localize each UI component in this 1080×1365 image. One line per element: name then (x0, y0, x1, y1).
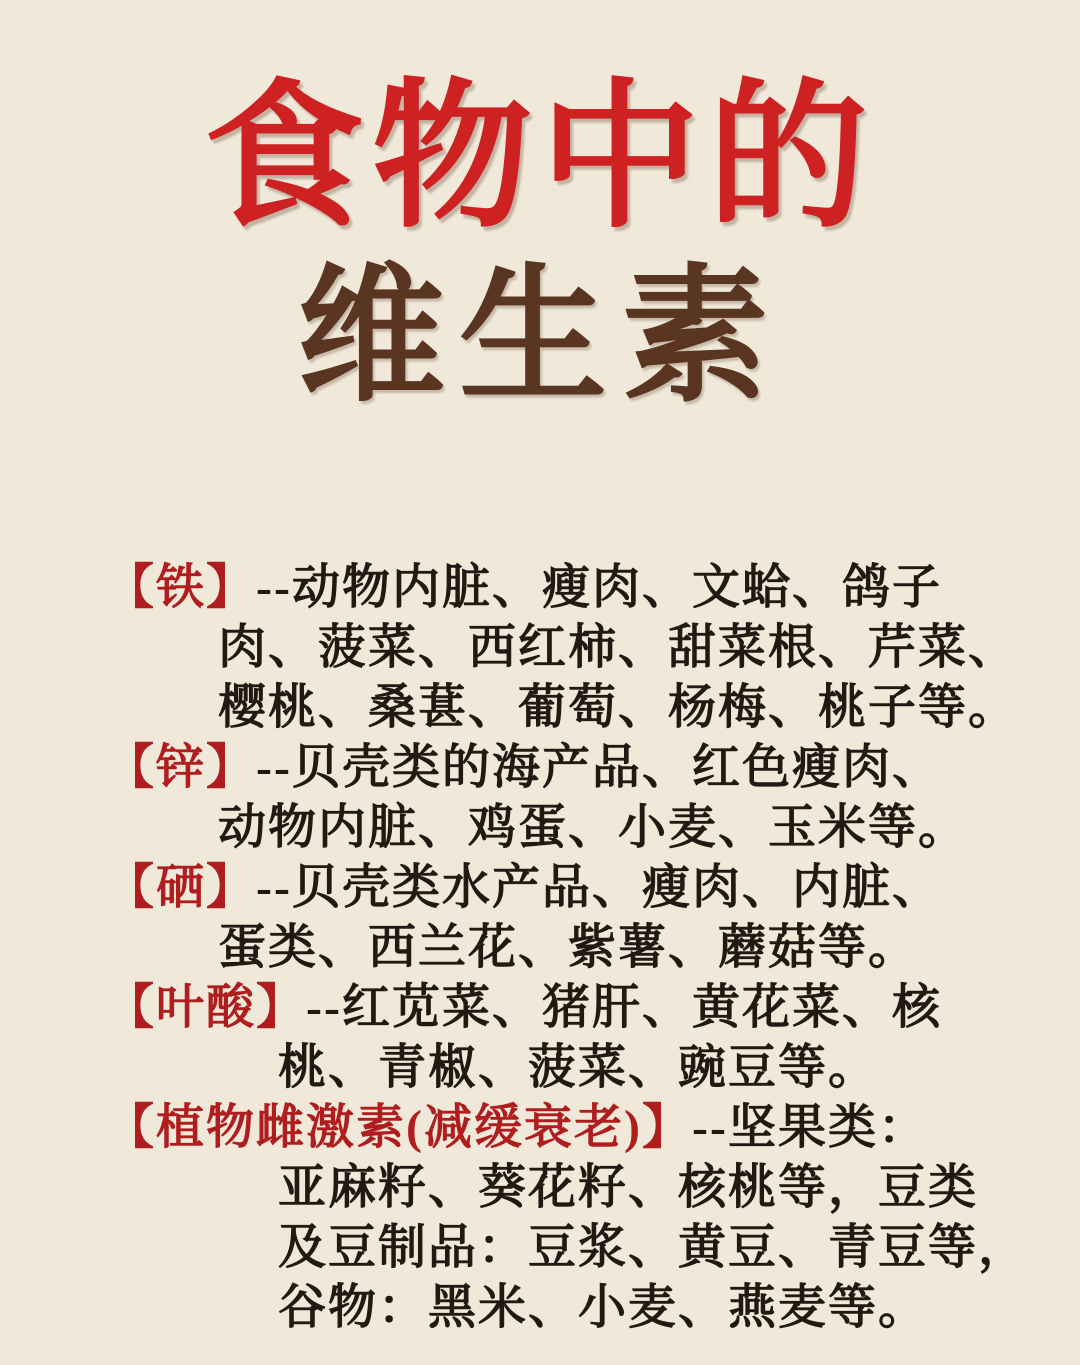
food-list-text: --贝壳类水产品、瘦肉、内脏、 (256, 861, 942, 914)
title-block (0, 69, 1080, 420)
nutrient-line (106, 1278, 1044, 1338)
food-list (106, 558, 1044, 1338)
food-list-text: 樱桃、桑葚、葡萄、杨梅、桃子等。 (218, 681, 1019, 734)
food-list-text: 谷物：黑米、小麦、燕麦等。 (278, 1281, 929, 1334)
nutrient-line (106, 558, 1044, 618)
food-list-text: 桃、青椒、菠菜、豌豆等。 (278, 1041, 879, 1094)
nutrient-line (106, 618, 1044, 678)
nutrient-line (106, 918, 1044, 978)
nutrient-label: 【植物雌激素(减缓衰老)】 (106, 1101, 692, 1154)
nutrient-line (106, 1098, 1044, 1158)
poster-title-line2: 维生素 (297, 256, 783, 420)
nutrient-label: 【叶酸】 (106, 981, 307, 1034)
nutrient-line (106, 1158, 1044, 1218)
food-list-text: --动物内脏、瘦肉、文蛤、鸽子 (256, 561, 942, 614)
poster-title-line1: 食物中的 (203, 69, 876, 247)
nutrient-label: 【硒】 (106, 861, 257, 914)
nutrient-line (106, 678, 1044, 738)
nutrient-line (106, 978, 1044, 1038)
food-list-text: 动物内脏、鸡蛋、小麦、玉米等。 (218, 801, 969, 854)
food-list-text: --坚果类： (691, 1101, 928, 1154)
food-list-text: --贝壳类的海产品、红色瘦肉、 (256, 741, 942, 794)
nutrient-line (106, 1218, 1044, 1278)
nutrient-label: 【锌】 (106, 741, 257, 794)
food-list-text: 亚麻籽、葵花籽、核桃等，豆类 (278, 1161, 979, 1214)
nutrient-line (106, 738, 1044, 798)
nutrient-line (106, 798, 1044, 858)
nutrient-label: 【铁】 (106, 561, 257, 614)
food-list-text: 蛋类、西兰花、紫薯、蘑菇等。 (218, 921, 919, 974)
food-list-text: 肉、菠菜、西红柿、甜菜根、芹菜、 (218, 621, 1019, 674)
nutrient-line (106, 858, 1044, 918)
food-list-text: 及豆制品：豆浆、黄豆、青豆等， (278, 1221, 1029, 1274)
nutrient-line (106, 1038, 1044, 1098)
food-list-text: --红苋菜、猪肝、黄花菜、核 (306, 981, 942, 1034)
